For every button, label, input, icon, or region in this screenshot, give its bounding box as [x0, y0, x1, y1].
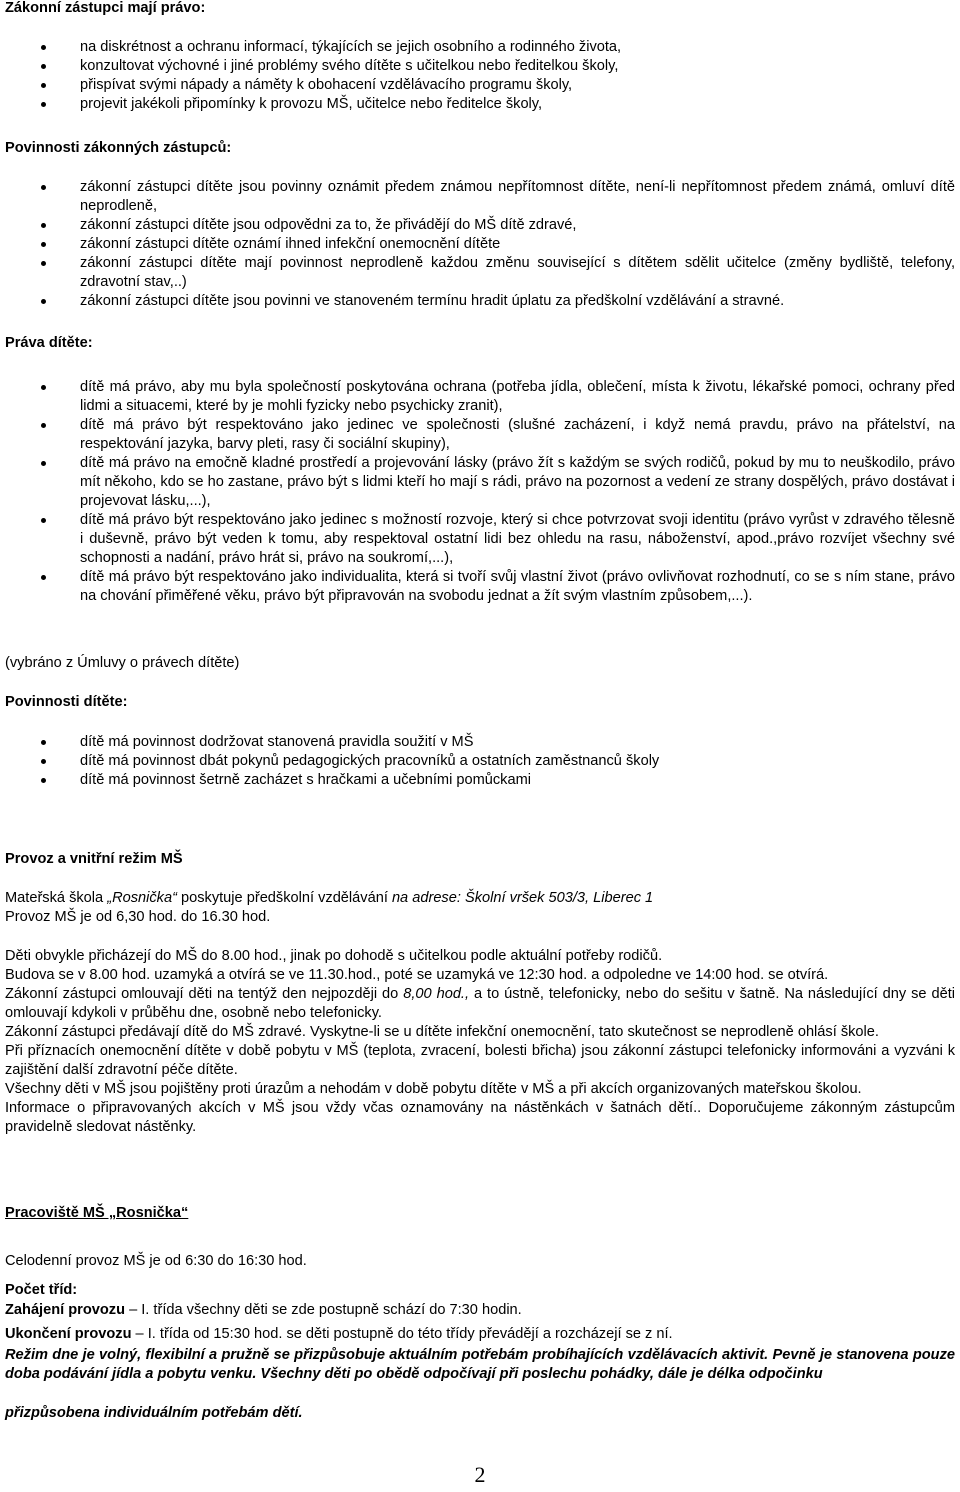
list-item: dítě má povinnost dodržovat stanovená pravidla soužití v MŠ	[5, 733, 955, 752]
duties-child-heading: Povinnosti dítěte:	[5, 694, 128, 710]
list-item: zákonní zástupci dítěte jsou povinni ve stanoveném termínu hradit úplatu za předškolní vzdělávání a stravné.	[5, 292, 955, 311]
classes-label: Počet tříd:	[5, 1282, 78, 1298]
fullday-text: Celodenní provoz MŠ je od 6:30 do 16:30 hod.	[5, 1253, 307, 1269]
paragraph: Informace o připravovaných akcích v MŠ jsou vždy včas oznamovány na nástěnkách v šatnách dětí.. Doporučujeme zákonným zástupcům pravidelně sledovat nástěnky.	[5, 1100, 955, 1135]
list-item: na diskrétnost a ochranu informací, týkajících se jejich osobního a rodinného života,	[5, 38, 955, 57]
list-item: zákonní zástupci dítěte oznámí ihned infekční onemocnění dítěte	[5, 235, 955, 254]
rights-child-list	[5, 378, 955, 606]
bullet-icon	[41, 759, 46, 764]
bullet-icon	[41, 102, 46, 107]
paragraph: Děti obvykle přicházejí do MŠ do 8.00 hod., jinak po dohodě s učitelkou podle aktuální potřeby rodičů.	[5, 948, 663, 964]
bullet-icon	[41, 518, 46, 523]
page-number: 2	[474, 1462, 486, 1487]
list-item: dítě má právo být respektováno jako jedinec s možností rozvoje, který si chce potvrzovat svoji identitu (právo vyrůst v zdravého tělesně i duševně, právo být veden k tomu, aby respektoval ostatní lidi bez ohledu na rasu, náboženství, apod.,právo rozvíjet všechny své schopnosti a nadání, právo hrát si, právo na soukromí,...),	[5, 511, 955, 568]
list-item: zákonní zástupci dítěte mají povinnost neprodleně každou změnu související s dítětem sdělit učitelce (změny bydliště, telefony, zdravotní stav,..)	[5, 254, 955, 292]
list-item: konzultovat výchovné i jiné problémy svého dítěte s učitelkou nebo ředitelkou školy,	[5, 57, 955, 76]
operation-intro: Mateřská škola „Rosnička“ poskytuje předškolní vzdělávání na adrese: Školní vršek 503/3, Liberec 1	[5, 890, 654, 906]
paragraph: Zákonní zástupci omlouvají děti na tentýž den nejpozději do 8,00 hod., a to ústně, telefonicky, nebo do sešitu v šatně. Na následující dny se děti omlouvají kdykoli v průběhu dne, osobně nebo telefonicky.	[5, 986, 955, 1021]
source-note: (vybráno z Úmluvy o právech dítěte)	[5, 655, 240, 671]
list-item: zákonní zástupci dítěte jsou povinny oznámit předem známou nepřítomnost dítěte, není-li nepřítomnost předem známá, omluví dítě neprodleně,	[5, 178, 955, 216]
list-item: přispívat svými nápady a náměty k obohacení vzdělávacího programu školy,	[5, 76, 955, 95]
paragraph: Při příznacích onemocnění dítěte v době pobytu v MŠ (teplota, zvracení, bolesti břicha) jsou zákonní zástupci telefonicky informováni a vyzváni k zajištění další zdravotní péče dítěte.	[5, 1043, 955, 1078]
duties-parents-heading: Povinnosti zákonných zástupců:	[5, 140, 232, 156]
list-item: projevit jakékoli připomínky k provozu MŠ, učitelce nebo ředitelce školy,	[5, 95, 955, 114]
duties-parents-list	[5, 178, 955, 311]
list-item: dítě má právo, aby mu byla společností poskytována ochrana (potřeba jídla, oblečení, místa k životu, lékařské pomoci, ochrany před lidmi a situacemi, které by je mohli fyzicky nebo psychicky zranit),	[5, 378, 955, 416]
regime-text-end: přizpůsobena individuálním potřebám dětí.	[5, 1405, 303, 1421]
bullet-icon	[41, 64, 46, 69]
operation-heading: Provoz a vnitřní režim MŠ	[5, 851, 183, 867]
list-item: dítě má právo být respektováno jako individualita, která si tvoří svůj vlastní život (právo ovlivňovat rozhodnutí, co se s ním stane, právo na chování přiměřené věku, právo být připravován na svobodu jednat a žít svým vlastním způsobem,...).	[5, 568, 955, 606]
bullet-icon	[41, 385, 46, 390]
bullet-icon	[41, 778, 46, 783]
bullet-icon	[41, 83, 46, 88]
rights-child-heading: Práva dítěte:	[5, 335, 93, 351]
list-item: dítě má právo na emočně kladné prostředí a projevování lásky (právo žít s každým se svých rodičů, pokud by mu to neuškodilo, právo mít někoho, kdo se ho zastane, právo být s lidmi kteří ho mají s rádi, právo na pozornost a vedení ze strany dospělých, právo dostávat i projevovat lásku,...),	[5, 454, 955, 511]
bullet-icon	[41, 575, 46, 580]
duties-child-list	[5, 733, 955, 790]
workplace-heading: Pracoviště MŠ „Rosnička“	[5, 1205, 189, 1221]
bullet-icon	[41, 299, 46, 304]
bullet-icon	[41, 185, 46, 190]
operation-hours: Provoz MŠ je od 6,30 hod. do 16.30 hod.	[5, 909, 271, 925]
list-item: dítě má povinnost dbát pokynů pedagogických pracovníků a ostatních zaměstnanců školy	[5, 752, 955, 771]
bullet-icon	[41, 461, 46, 466]
regime-text: Režim dne je volný, flexibilní a pružně se přizpůsobuje aktuálním potřebám probíhajících vzdělávacích aktivit. Pevně je stanovena pouze doba podávání jídla a pobytu venku. Všechny děti po obědě odpočívají při poslechu pohádky, dále je délka odpočinku	[5, 1347, 955, 1382]
paragraph: Zákonní zástupci předávají dítě do MŠ zdravé. Vyskytne-li se u dítěte infekční onemocnění, tato skutečnost se neprodleně ohlásí škole.	[5, 1024, 879, 1040]
rights-parents-list	[5, 38, 955, 114]
bullet-icon	[41, 423, 46, 428]
bullet-icon	[41, 740, 46, 745]
end-line: Ukončení provozu – I. třída od 15:30 hod. se děti postupně do této třídy převádějí a rozcházejí se z ní.	[5, 1326, 673, 1342]
list-item: zákonní zástupci dítěte jsou odpovědni za to, že přivádějí do MŠ dítě zdravé,	[5, 216, 955, 235]
paragraph: Všechny děti v MŠ jsou pojištěny proti úrazům a nehodám v době pobytu dítěte v MŠ a při akcích organizovaných mateřskou školou.	[5, 1081, 862, 1097]
paragraph: Budova se v 8.00 hod. uzamyká a otvírá se ve 11.30.hod., poté se uzamyká ve 12:30 hod. a odpoledne ve 14:00 hod. se otvírá.	[5, 967, 829, 983]
rights-parents-heading: Zákonní zástupci mají právo:	[5, 0, 206, 16]
list-item: dítě má povinnost šetrně zacházet s hračkami a učebními pomůckami	[5, 771, 955, 790]
bullet-icon	[41, 242, 46, 247]
operation-rules	[5, 947, 955, 1137]
bullet-icon	[41, 45, 46, 50]
bullet-icon	[41, 223, 46, 228]
bullet-icon	[41, 261, 46, 266]
list-item: dítě má právo být respektováno jako jedinec ve společnosti (slušné zacházení, i když nemá pravdu, právo na přátelství, na respektování jazyka, barvy pleti, rasy či sociální skupiny),	[5, 416, 955, 454]
start-line: Zahájení provozu – I. třída všechny děti se zde postupně schází do 7:30 hodin.	[5, 1302, 522, 1318]
